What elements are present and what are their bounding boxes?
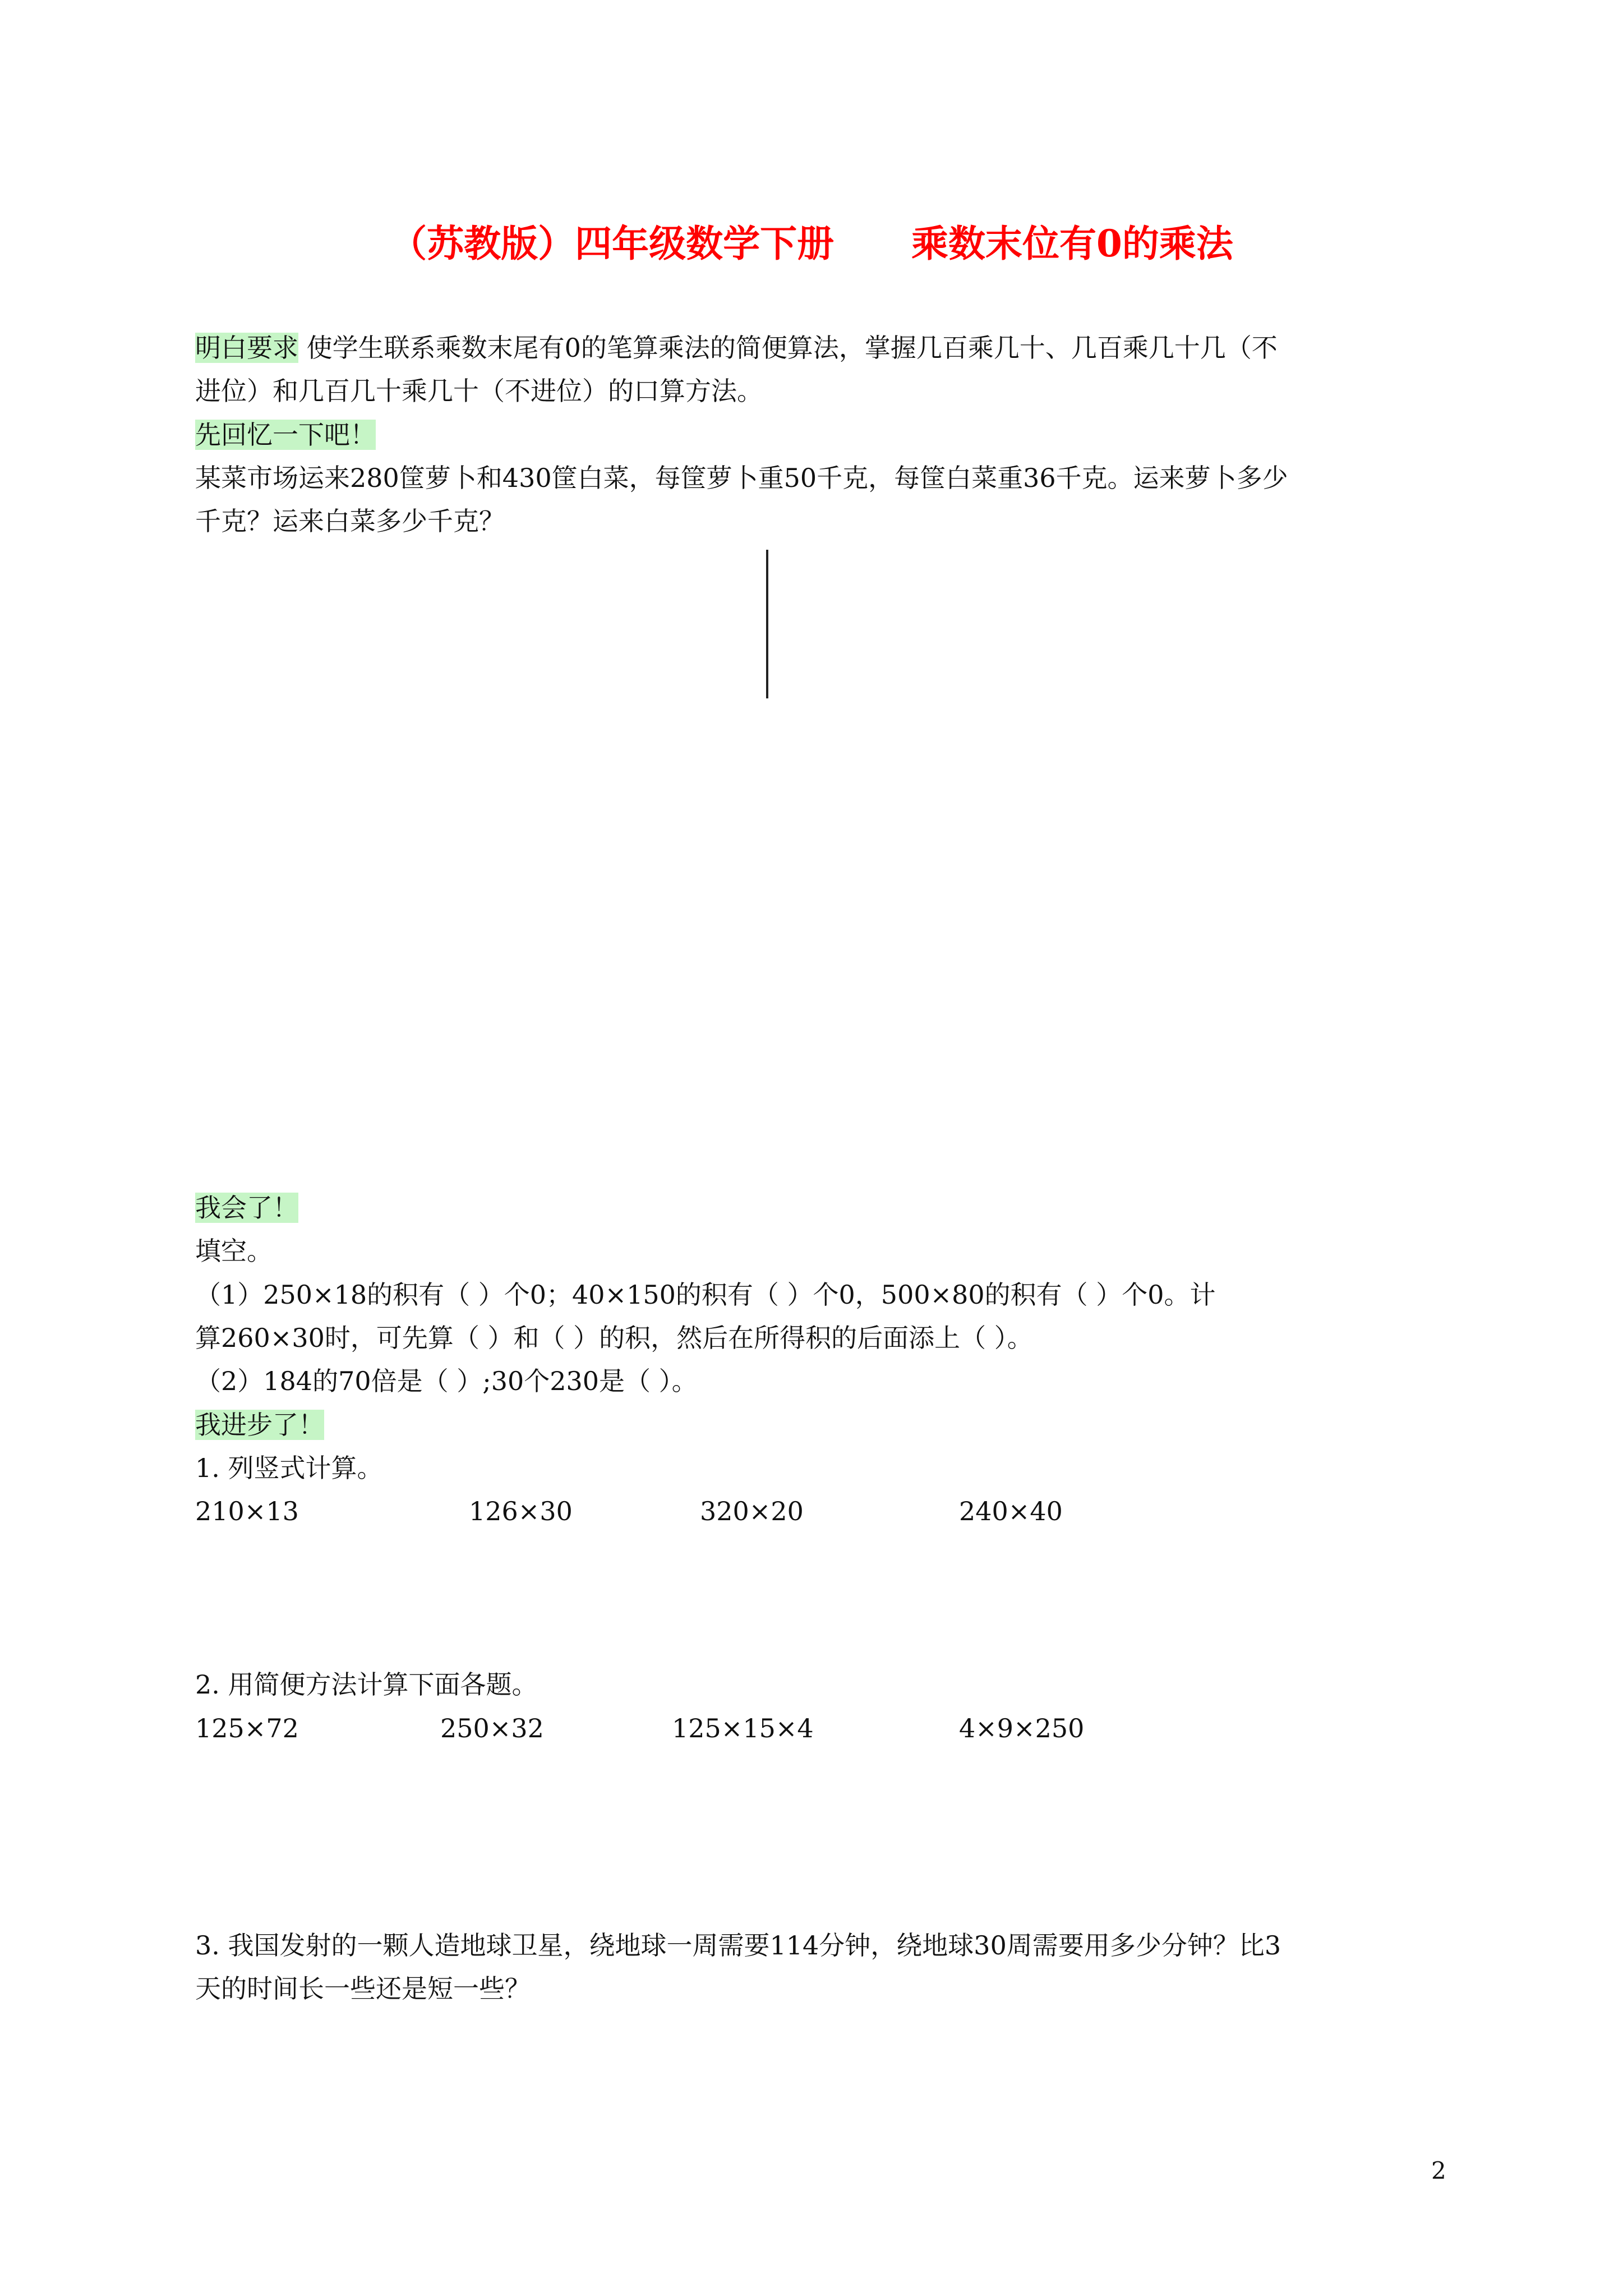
question-3-line-2: 天的时间长一些还是短一些？ xyxy=(195,1973,531,2004)
review-problem-line-2: 千克？运来白菜多少千克？ xyxy=(195,506,505,536)
fill-in-line-2: 算260×30时，可先算（ ）和（ ）的积，然后在所得积的后面添上（ ）。 xyxy=(195,1323,1033,1353)
question-1-title: 1. 列竖式计算。 xyxy=(195,1453,383,1483)
question-3-line-1: 3. 我国发射的一颗人造地球卫星，绕地球一周需要114分钟，绕地球30周需要用多少分钟？比3 xyxy=(195,1930,1281,1961)
review-problem-line-1: 某菜市场运来280筐萝卜和430筐白菜，每筐萝卜重50千克，每筐白菜重36千克。运来萝卜多少 xyxy=(195,463,1288,493)
progress-heading: 我进步了！ xyxy=(195,1410,324,1440)
question-1-item: 240×40 xyxy=(959,1496,1063,1526)
page-title: （苏教版）四年级数学下册 乘数末位有0的乘法 xyxy=(390,222,1233,265)
page-number: 2 xyxy=(1431,2157,1446,2184)
fill-in-line-3: （2）184的70倍是（ ）;30个230是（ ）。 xyxy=(195,1366,698,1396)
question-1-item: 320×20 xyxy=(700,1496,804,1526)
requirement-label: 明白要求 xyxy=(195,333,298,363)
divider-line xyxy=(766,550,768,698)
question-1-item: 126×30 xyxy=(469,1496,573,1526)
question-2-item: 250×32 xyxy=(440,1713,544,1743)
requirement-text-2: 进位）和几百几十乘几十（不进位）的口算方法。 xyxy=(195,376,763,406)
review-heading: 先回忆一下吧！ xyxy=(195,420,376,450)
question-2-item: 4×9×250 xyxy=(959,1713,1085,1743)
learned-heading: 我会了！ xyxy=(195,1193,298,1223)
requirement-line-1 xyxy=(195,331,1278,365)
question-1-item: 210×13 xyxy=(195,1496,299,1526)
fill-in-title: 填空。 xyxy=(195,1236,273,1266)
question-2-item: 125×15×4 xyxy=(672,1713,814,1743)
question-2-title: 2. 用简便方法计算下面各题。 xyxy=(195,1669,538,1700)
fill-in-line-1: （1）250×18的积有（ ）个0；40×150的积有（ ）个0，500×80的积有（ ）个0。计 xyxy=(195,1280,1216,1310)
requirement-text-1: 使学生联系乘数末尾有0的笔算乘法的简便算法，掌握几百乘几十、几百乘几十几（不 xyxy=(298,333,1278,363)
question-2-item: 125×72 xyxy=(195,1713,299,1743)
